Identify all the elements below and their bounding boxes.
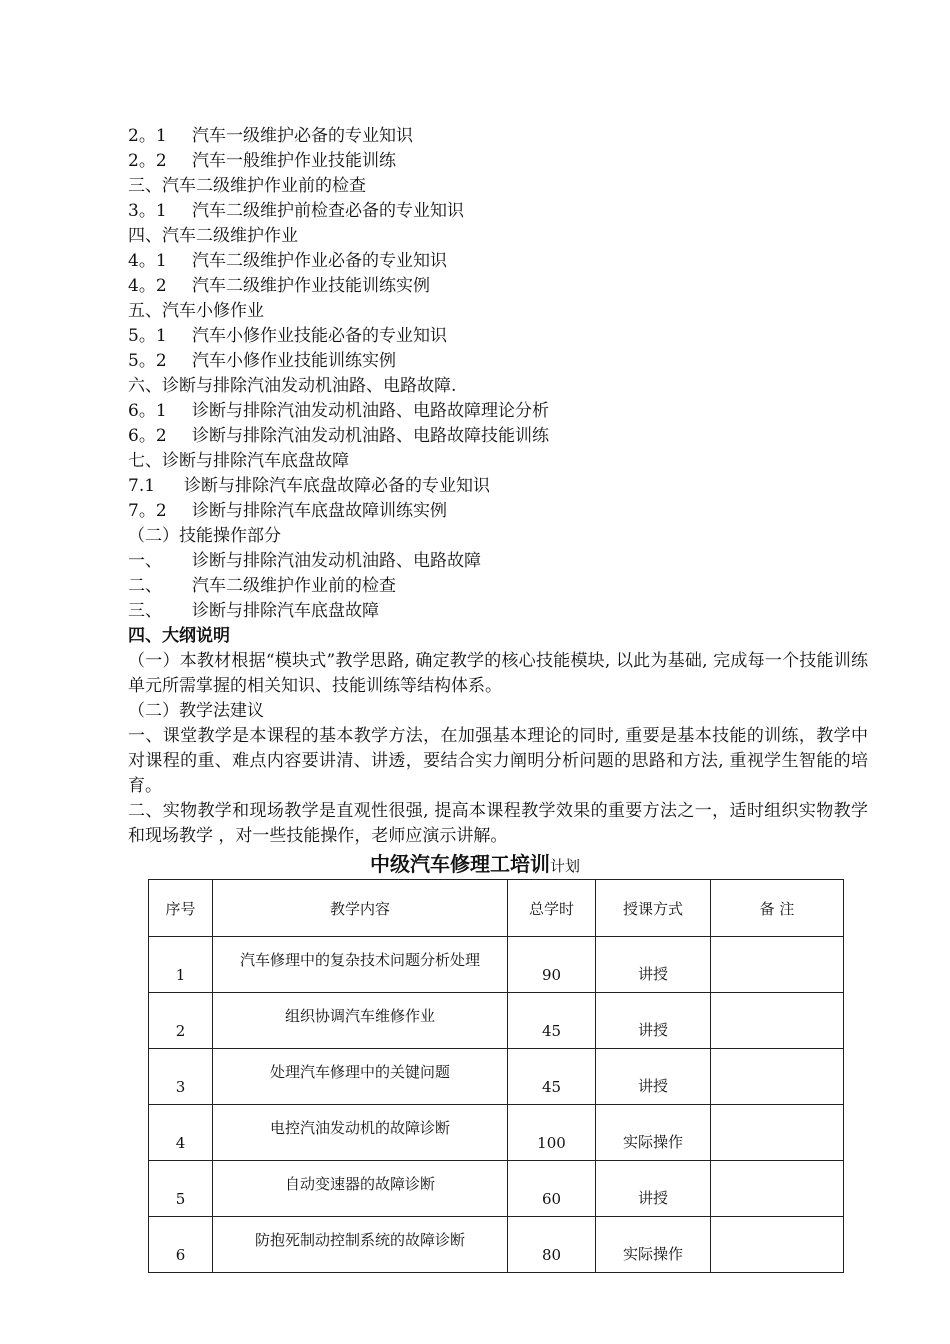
outline-item: [128, 549, 868, 574]
outline-item: [128, 349, 868, 374]
cell-method: 讲授: [596, 993, 711, 1049]
item-text: 汽车二级维护作业前的检查: [192, 576, 396, 596]
item-number: 一、: [128, 551, 162, 571]
cell-hours: 60: [508, 1161, 596, 1217]
item-number: 三、: [128, 601, 162, 621]
cell-note: [711, 1105, 844, 1161]
outline-heading: [128, 299, 868, 324]
paragraph: 二、实物教学和现场教学是直观性很强, 提高本课程教学效果的重要方法之一，适时组织实物教学和现场教学 ，对一些技能操作，老师应演示讲解。: [128, 801, 868, 846]
outline-item: [128, 574, 868, 599]
table-title-sub: 计划: [549, 857, 580, 875]
item-text: 汽车二级维护作业必备的专业知识: [192, 251, 447, 271]
cell-hours: 45: [508, 993, 596, 1049]
table-title: [0, 848, 950, 877]
cell-hours: 80: [508, 1217, 596, 1273]
item-text: 汽车小修作业技能必备的专业知识: [192, 326, 447, 346]
table-row: [149, 1161, 844, 1217]
outline-heading: [128, 174, 868, 199]
table-row: [149, 1049, 844, 1105]
item-number: 7.1: [128, 476, 156, 496]
section-heading: 四、大纲说明: [128, 626, 230, 646]
outline-item: [128, 499, 868, 524]
item-text: 汽车小修作业技能训练实例: [192, 351, 396, 371]
table-header-row: [149, 880, 844, 937]
item-number: 2。1: [128, 126, 167, 146]
item-number: 4。2: [128, 276, 167, 296]
item-text: 五、汽车小修作业: [128, 301, 264, 321]
item-number: 2。2: [128, 151, 167, 171]
outline-item: [128, 474, 868, 499]
cell-method: 讲授: [596, 1049, 711, 1105]
cell-no: 3: [149, 1049, 213, 1105]
item-text: 诊断与排除汽车底盘故障必备的专业知识: [184, 476, 490, 496]
cell-method: 讲授: [596, 1161, 711, 1217]
cell-no: 1: [149, 937, 213, 993]
table-row: [149, 937, 844, 993]
item-number: 7。2: [128, 501, 167, 521]
outline-item: [128, 424, 868, 449]
paragraph: （一）本教材根据“模块式”教学思路, 确定教学的核心技能模块, 以此为基础, 完成每一个技能训练单元所需掌握的相关知识、技能训练等结构体系。: [128, 651, 868, 696]
outline-item: [128, 149, 868, 174]
outline-item: [128, 599, 868, 624]
outline-heading: [128, 374, 868, 399]
item-text: 诊断与排除汽油发动机油路、电路故障技能训练: [192, 426, 549, 446]
item-text: 汽车一般维护作业技能训练: [192, 151, 396, 171]
outline-heading: [128, 524, 868, 549]
item-text: 三、汽车二级维护作业前的检查: [128, 176, 366, 196]
item-text: 诊断与排除汽油发动机油路、电路故障理论分析: [192, 401, 549, 421]
cell-no: 5: [149, 1161, 213, 1217]
table-row: [149, 993, 844, 1049]
table-row: [149, 1217, 844, 1273]
cell-note: [711, 1049, 844, 1105]
item-text: 七、诊断与排除汽车底盘故障: [128, 451, 349, 471]
cell-hours: 90: [508, 937, 596, 993]
column-header-method: 授课方式: [596, 880, 711, 937]
item-text: 汽车二级维护作业技能训练实例: [192, 276, 430, 296]
item-text: 四、汽车二级维护作业: [128, 226, 298, 246]
outline-item: [128, 199, 868, 224]
cell-hours: 100: [508, 1105, 596, 1161]
item-number: 5。2: [128, 351, 167, 371]
cell-method: 实际操作: [596, 1105, 711, 1161]
column-header-no: 序号: [149, 880, 213, 937]
item-text: 诊断与排除汽车底盘故障训练实例: [192, 501, 447, 521]
cell-note: [711, 1161, 844, 1217]
item-number: 6。1: [128, 401, 167, 421]
cell-content: 电控汽油发动机的故障诊断: [213, 1105, 508, 1161]
table-row: [149, 1105, 844, 1161]
cell-note: [711, 937, 844, 993]
outline-item: [128, 399, 868, 424]
outline-item: [128, 124, 868, 149]
cell-content: 防抱死制动控制系统的故障诊断: [213, 1217, 508, 1273]
paragraph: （二）教学法建议: [128, 701, 264, 721]
cell-no: 2: [149, 993, 213, 1049]
outline-item: [128, 274, 868, 299]
item-text: （二）技能操作部分: [128, 526, 281, 546]
cell-content: 自动变速器的故障诊断: [213, 1161, 508, 1217]
training-plan-table: [148, 879, 844, 1273]
item-text: 六、诊断与排除汽油发动机油路、电路故障.: [128, 376, 457, 396]
cell-content: 组织协调汽车维修作业: [213, 993, 508, 1049]
item-number: 4。1: [128, 251, 167, 271]
item-text: 诊断与排除汽油发动机油路、电路故障: [192, 551, 481, 571]
cell-hours: 45: [508, 1049, 596, 1105]
column-header-content: 教学内容: [213, 880, 508, 937]
outline-heading: [128, 449, 868, 474]
cell-method: 讲授: [596, 937, 711, 993]
item-number: 3。1: [128, 201, 167, 221]
item-number: 5。1: [128, 326, 167, 346]
column-header-hours: 总学时: [508, 880, 596, 937]
outline-item: [128, 249, 868, 274]
table-title-main: 中级汽车修理工培训: [369, 852, 550, 876]
item-number: 二、: [128, 576, 162, 596]
cell-no: 4: [149, 1105, 213, 1161]
item-text: 汽车二级维护前检查必备的专业知识: [192, 201, 464, 221]
item-number: 6。2: [128, 426, 167, 446]
cell-method: 实际操作: [596, 1217, 711, 1273]
cell-content: 处理汽车修理中的关键问题: [213, 1049, 508, 1105]
item-text: 诊断与排除汽车底盘故障: [192, 601, 379, 621]
column-header-note: 备 注: [711, 880, 844, 937]
item-text: 汽车一级维护必备的专业知识: [192, 126, 413, 146]
paragraph: 一、课堂教学是本课程的基本教学方法，在加强基本理论的同时, 重要是基本技能的训练，教学中对课程的重、难点内容要讲清、讲透，要结合实力阐明分析问题的思路和方法, 重视学生智能的培育。: [128, 726, 868, 796]
cell-note: [711, 1217, 844, 1273]
outline-item: [128, 324, 868, 349]
course-outline: [128, 124, 868, 849]
cell-content: 汽车修理中的复杂技术问题分析处理: [213, 937, 508, 993]
cell-note: [711, 993, 844, 1049]
cell-no: 6: [149, 1217, 213, 1273]
outline-heading: [128, 224, 868, 249]
